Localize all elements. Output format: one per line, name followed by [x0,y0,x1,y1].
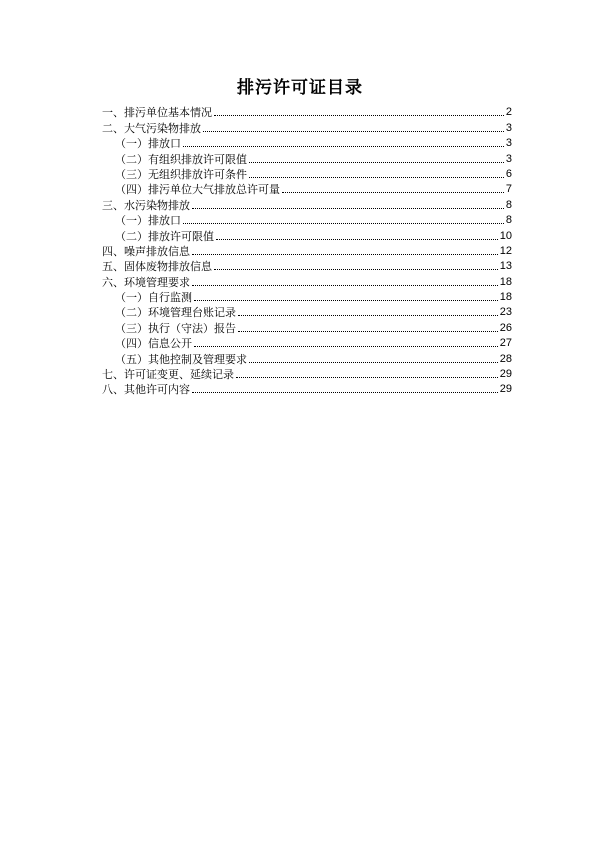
toc-entry[interactable] [102,366,512,381]
toc-entry-label: （一）排放口 [115,214,181,228]
toc-entry-label: 六、环境管理要求 [102,275,190,289]
toc-dot-leader [214,269,498,270]
toc-dot-leader [194,300,498,301]
toc-entry[interactable] [102,196,512,211]
toc-entry-label: （五）其他控制及管理要求 [115,352,247,366]
toc-page-number: 12 [499,244,512,257]
toc-entry-label: （三）执行（守法）报告 [115,321,236,335]
toc-entry[interactable] [102,212,512,227]
toc-page-number: 3 [505,121,512,134]
toc-dot-leader [192,254,498,255]
toc-page-number: 26 [499,321,512,334]
toc-entry-label: （二）环境管理台账记录 [115,306,236,320]
toc-entry[interactable] [102,119,512,134]
toc-dot-leader [282,192,504,193]
toc-dot-leader [192,208,504,209]
toc-entry-label: （一）排放口 [115,137,181,151]
toc-entry-label: 八、其他许可内容 [102,383,190,397]
toc-page-number: 29 [499,368,512,381]
toc-entry-label: 五、固体废物排放信息 [102,260,212,274]
toc-entry[interactable] [102,381,512,396]
toc-dot-leader [194,346,498,347]
toc-dot-leader [203,131,504,132]
toc-page-number: 23 [499,306,512,319]
toc-entry-label: （四）排污单位大气排放总许可量 [115,183,280,197]
toc-dot-leader [192,392,498,393]
toc-page-number: 8 [505,214,512,227]
toc-entry[interactable] [102,273,512,288]
toc-dot-leader [216,239,498,240]
toc-dot-leader [249,362,498,363]
toc-dot-leader [236,377,498,378]
toc-entry[interactable] [102,350,512,365]
toc-entry-label: （四）信息公开 [115,337,192,351]
toc-entry-label: 七、许可证变更、延续记录 [102,368,234,382]
toc-entry[interactable] [102,227,512,242]
toc-page-number: 28 [499,352,512,365]
toc-page-number: 3 [505,152,512,165]
toc-dot-leader [249,177,504,178]
toc-page-number: 10 [499,229,512,242]
toc-page-number: 2 [505,106,512,119]
toc-page-number: 27 [499,337,512,350]
toc-entry-label: （二）排放许可限值 [115,229,214,243]
toc-entry-label: 三、水污染物排放 [102,198,190,212]
toc-entry[interactable] [102,181,512,196]
toc-dot-leader [238,331,498,332]
toc-page-number: 18 [499,275,512,288]
toc-entry-label: （二）有组织排放许可限值 [115,152,247,166]
toc-entry[interactable] [102,319,512,334]
toc-page-number: 13 [499,260,512,273]
toc-entry-label: 二、大气污染物排放 [102,121,201,135]
toc-entry[interactable] [102,335,512,350]
toc-dot-leader [183,223,504,224]
toc-entry[interactable] [102,258,512,273]
toc-dot-leader [238,315,498,316]
toc-page-number: 29 [499,383,512,396]
toc-entry-label: （三）无组织排放许可条件 [115,167,247,181]
toc-entry[interactable] [102,304,512,319]
toc-entry[interactable] [102,135,512,150]
toc-entry-label: （一）自行监测 [115,291,192,305]
toc-page-number: 3 [505,137,512,150]
toc-entry-label: 四、噪声排放信息 [102,244,190,258]
toc-entry-label: 一、排污单位基本情况 [102,106,212,120]
toc-entry[interactable] [102,150,512,165]
toc-entry[interactable] [102,104,512,119]
toc-dot-leader [214,115,504,116]
toc-page-number: 8 [505,198,512,211]
page-title: 排污许可证目录 [237,78,363,98]
toc-entry[interactable] [102,166,512,181]
toc-dot-leader [183,146,504,147]
toc-page-number: 18 [499,291,512,304]
toc-dot-leader [249,162,504,163]
toc-entry[interactable] [102,243,512,258]
toc-entry[interactable] [102,289,512,304]
toc-dot-leader [192,285,498,286]
table-of-contents [102,104,512,396]
toc-page-number: 6 [505,167,512,180]
toc-page-number: 7 [505,183,512,196]
